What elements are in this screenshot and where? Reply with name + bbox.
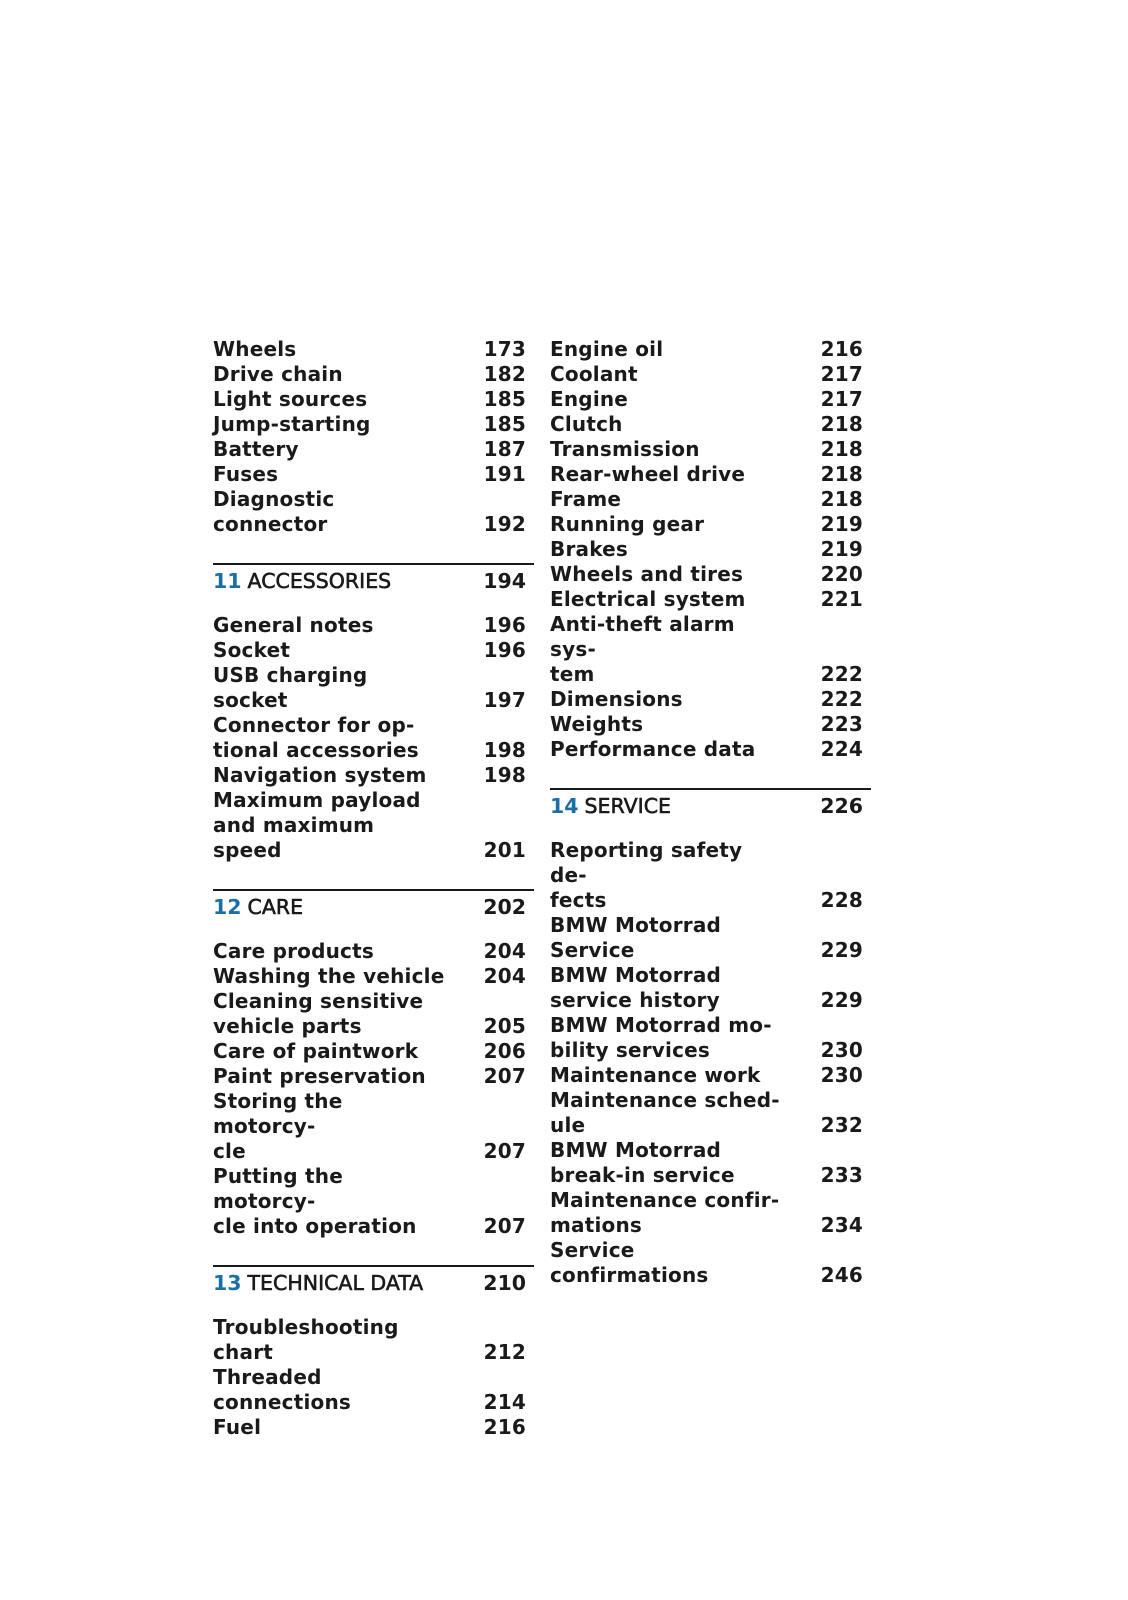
entry-title: Electrical system xyxy=(550,587,746,611)
page-number: 218 xyxy=(820,487,863,511)
section-number: 11 xyxy=(213,569,242,593)
page-number: 222 xyxy=(820,662,863,686)
page-number: 233 xyxy=(820,1163,863,1187)
entry-title: Socket xyxy=(213,638,291,662)
section-label xyxy=(213,568,391,594)
section-number: 13 xyxy=(213,1271,242,1295)
page-number: 221 xyxy=(820,587,863,611)
entry-title: Care products xyxy=(213,939,374,963)
toc-entry[interactable] xyxy=(213,1415,534,1440)
toc-entry[interactable] xyxy=(550,1238,871,1288)
page-number: 196 xyxy=(483,613,526,637)
entry-title: Running gear xyxy=(550,512,705,536)
entry-title: Washing the vehicle xyxy=(213,964,445,988)
page-number: 217 xyxy=(820,362,863,386)
entry-title: Troubleshooting chart xyxy=(213,1315,399,1364)
page-number: 182 xyxy=(483,362,526,386)
page-number: 207 xyxy=(483,1064,526,1088)
toc-entry[interactable] xyxy=(213,1164,534,1239)
entry-title: Storing the motorcy- cle xyxy=(213,1089,343,1163)
toc-entry[interactable] xyxy=(213,437,534,462)
page-number: 214 xyxy=(483,1390,526,1414)
page-number: 202 xyxy=(483,895,526,919)
section-label xyxy=(213,1270,423,1296)
toc-entry[interactable] xyxy=(213,763,534,788)
page-number: 226 xyxy=(820,794,863,818)
toc-entry[interactable] xyxy=(213,713,534,763)
toc-entry[interactable] xyxy=(550,437,871,462)
entry-title: BMW Motorrad service history xyxy=(550,963,722,1012)
entry-title: Maintenance confir- mations xyxy=(550,1188,780,1237)
page-number: 198 xyxy=(483,763,526,787)
toc-entry[interactable] xyxy=(550,512,871,537)
page-number: 232 xyxy=(820,1113,863,1137)
toc-entry[interactable] xyxy=(550,487,871,512)
toc-entry[interactable] xyxy=(213,663,534,713)
page-number: 230 xyxy=(820,1063,863,1087)
toc-entry[interactable] xyxy=(213,939,534,964)
page-number: 197 xyxy=(483,688,526,712)
entry-title: Maintenance sched- ule xyxy=(550,1088,780,1137)
entry-title: Engine oil xyxy=(550,337,664,361)
page-number: 230 xyxy=(820,1038,863,1062)
entry-title: Reporting safety de- fects xyxy=(550,838,743,912)
page-number: 207 xyxy=(483,1214,526,1238)
section-number: 12 xyxy=(213,895,242,919)
toc-entry[interactable] xyxy=(550,387,871,412)
entry-title: Rear-wheel drive xyxy=(550,462,746,486)
entry-title: BMW Motorrad break-in service xyxy=(550,1138,735,1187)
page-number: 229 xyxy=(820,938,863,962)
entry-title: Light sources xyxy=(213,387,368,411)
toc-entry[interactable] xyxy=(550,362,871,387)
page-number: 218 xyxy=(820,462,863,486)
entry-title: Anti-theft alarm sys- tem xyxy=(550,612,735,686)
entry-title: Fuel xyxy=(213,1415,262,1439)
toc-entry[interactable] xyxy=(550,712,871,737)
toc-entry[interactable] xyxy=(550,612,871,687)
entry-title: Navigation system xyxy=(213,763,427,787)
entry-title: Diagnostic connector xyxy=(213,487,335,536)
page-number: 228 xyxy=(820,888,863,912)
entry-title: Cleaning sensitive vehicle parts xyxy=(213,989,424,1038)
entry-title: Battery xyxy=(213,437,299,461)
page-number: 222 xyxy=(820,687,863,711)
page-number: 206 xyxy=(483,1039,526,1063)
entry-title: Frame xyxy=(550,487,622,511)
toc-entry[interactable] xyxy=(550,337,871,362)
toc-entry[interactable] xyxy=(550,838,871,913)
section-label xyxy=(213,894,303,920)
page-number: 196 xyxy=(483,638,526,662)
entry-title: Service confirmations xyxy=(550,1238,709,1287)
page-number: 187 xyxy=(483,437,526,461)
toc-entry[interactable] xyxy=(213,964,534,989)
section-title: CARE xyxy=(247,895,304,919)
toc-entry[interactable] xyxy=(550,1088,871,1138)
section-title: SERVICE xyxy=(584,794,671,818)
entry-title: Performance data xyxy=(550,737,756,761)
page-number: 234 xyxy=(820,1213,863,1237)
toc-entry[interactable] xyxy=(213,788,534,863)
entry-title: Threaded connections xyxy=(213,1365,351,1414)
page-number: 204 xyxy=(483,964,526,988)
toc-entry[interactable] xyxy=(550,537,871,562)
page-number: 229 xyxy=(820,988,863,1012)
toc-entry[interactable] xyxy=(550,412,871,437)
section-label xyxy=(550,793,671,819)
page-number: 192 xyxy=(483,512,526,536)
page-number: 205 xyxy=(483,1014,526,1038)
toc-entry[interactable] xyxy=(213,989,534,1039)
toc-entry[interactable] xyxy=(550,1013,871,1063)
entry-title: Drive chain xyxy=(213,362,343,386)
page-number: 173 xyxy=(483,337,526,361)
entry-title: Paint preservation xyxy=(213,1064,426,1088)
page-number: 194 xyxy=(483,569,526,593)
section-heading-accessories[interactable] xyxy=(213,563,534,594)
entry-title: Fuses xyxy=(213,462,279,486)
section-heading-service[interactable] xyxy=(550,788,871,819)
page-number: 219 xyxy=(820,537,863,561)
page-number: 210 xyxy=(483,1271,526,1295)
page-number: 198 xyxy=(483,738,526,762)
entry-title: Brakes xyxy=(550,537,629,561)
toc-entry[interactable] xyxy=(213,362,534,387)
entry-title: Dimensions xyxy=(550,687,683,711)
page-number: 220 xyxy=(820,562,863,586)
entry-title: Care of paintwork xyxy=(213,1039,419,1063)
toc-entry[interactable] xyxy=(213,487,534,537)
toc-entry[interactable] xyxy=(213,1039,534,1064)
entry-title: Transmission xyxy=(550,437,700,461)
entry-title: Wheels and tires xyxy=(550,562,744,586)
toc-entry[interactable] xyxy=(550,963,871,1013)
page-number: 216 xyxy=(483,1415,526,1439)
entry-title: USB charging socket xyxy=(213,663,368,712)
entry-title: BMW Motorrad mo- bility services xyxy=(550,1013,772,1062)
toc-entry[interactable] xyxy=(550,562,871,587)
entry-title: Putting the motorcy- cle into operation xyxy=(213,1164,417,1238)
section-number: 14 xyxy=(550,794,579,818)
entry-title: Maintenance work xyxy=(550,1063,761,1087)
section-title: TECHNICAL DATA xyxy=(247,1271,424,1295)
toc-entry[interactable] xyxy=(550,1063,871,1088)
entry-title: Weights xyxy=(550,712,644,736)
entry-title: Wheels xyxy=(213,337,297,361)
page-number: 185 xyxy=(483,387,526,411)
toc-entry[interactable] xyxy=(550,1188,871,1238)
section-heading-care[interactable] xyxy=(213,889,534,920)
toc-entry[interactable] xyxy=(550,587,871,612)
toc-entry[interactable] xyxy=(213,1089,534,1164)
toc-column-left xyxy=(213,337,534,1440)
toc-entry[interactable] xyxy=(213,462,534,487)
toc-entry[interactable] xyxy=(550,1138,871,1188)
page-number: 201 xyxy=(483,838,526,862)
page-number: 216 xyxy=(820,337,863,361)
toc-entry[interactable] xyxy=(213,387,534,412)
page-number: 223 xyxy=(820,712,863,736)
toc-entry[interactable] xyxy=(550,462,871,487)
toc-column-right xyxy=(550,337,871,1288)
toc-entry[interactable] xyxy=(550,687,871,712)
toc-entry[interactable] xyxy=(213,1064,534,1089)
entry-title: Jump-starting xyxy=(213,412,371,436)
page-number: 219 xyxy=(820,512,863,536)
toc-entry[interactable] xyxy=(213,412,534,437)
section-title: ACCESSORIES xyxy=(247,569,392,593)
toc-entry[interactable] xyxy=(550,913,871,963)
page-number: 204 xyxy=(483,939,526,963)
toc-entry[interactable] xyxy=(213,1315,534,1365)
page-number: 224 xyxy=(820,737,863,761)
page-number: 218 xyxy=(820,412,863,436)
toc-entry[interactable] xyxy=(213,638,534,663)
page-number: 191 xyxy=(483,462,526,486)
page-number: 207 xyxy=(483,1139,526,1163)
entry-title: Coolant xyxy=(550,362,638,386)
entry-title: General notes xyxy=(213,613,374,637)
entry-title: Engine xyxy=(550,387,629,411)
page-number: 212 xyxy=(483,1340,526,1364)
entry-title: Connector for op- tional accessories xyxy=(213,713,419,762)
page-number: 217 xyxy=(820,387,863,411)
page-number: 185 xyxy=(483,412,526,436)
entry-title: BMW Motorrad Service xyxy=(550,913,722,962)
toc-entry[interactable] xyxy=(550,737,871,762)
toc-entry[interactable] xyxy=(213,613,534,638)
section-heading-technical-data[interactable] xyxy=(213,1265,534,1296)
page-number: 246 xyxy=(820,1263,863,1287)
entry-title: Clutch xyxy=(550,412,623,436)
entry-title: Maximum payload and maximum speed xyxy=(213,788,421,862)
toc-entry[interactable] xyxy=(213,1365,534,1415)
page-number: 218 xyxy=(820,437,863,461)
toc-entry[interactable] xyxy=(213,337,534,362)
